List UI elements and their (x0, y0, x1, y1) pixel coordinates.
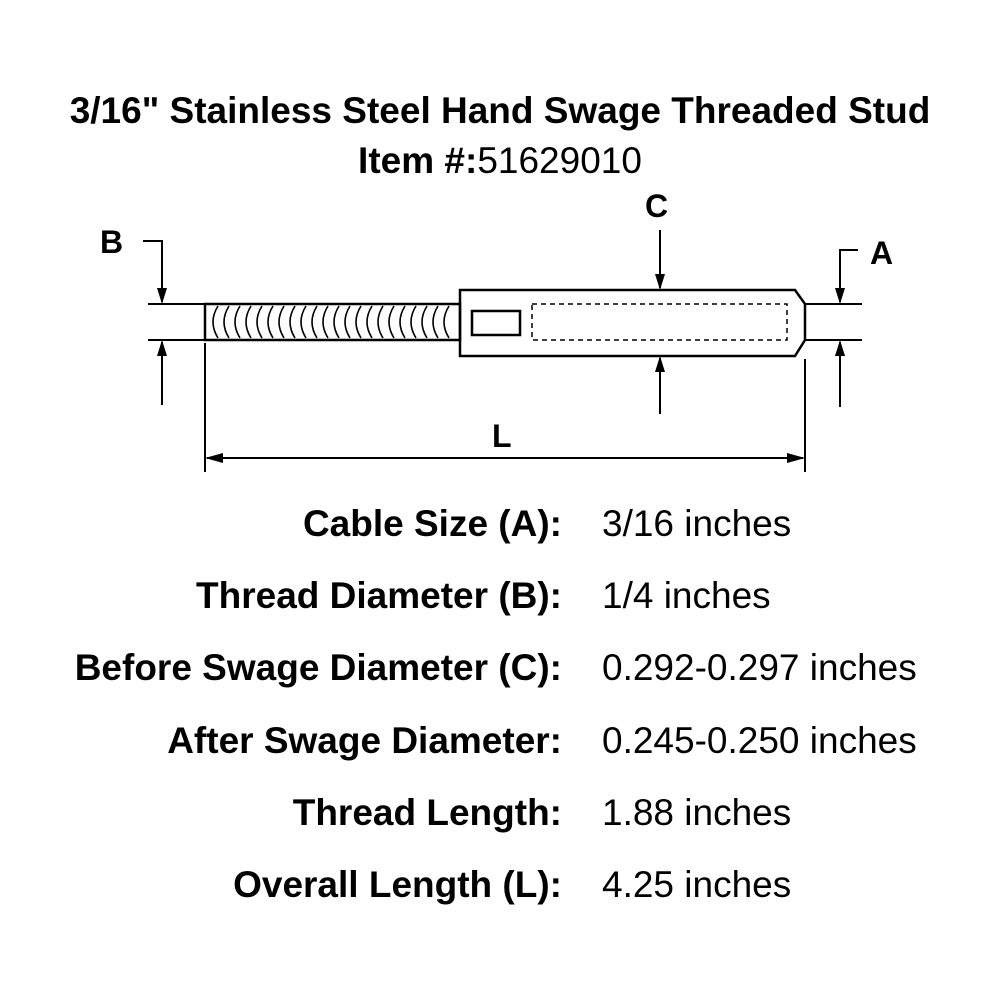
thread-arc (367, 306, 372, 338)
spec-value: 0.292-0.297 inches (602, 647, 917, 688)
dimension-b (143, 241, 205, 405)
item-label: Item #: (358, 140, 478, 181)
label-l: L (492, 418, 512, 454)
item-number: 51629010 (477, 140, 642, 181)
dimension-c (655, 230, 665, 414)
spec-value: 3/16 inches (602, 503, 792, 544)
thread-arc (411, 306, 416, 338)
thread-arc (257, 306, 262, 338)
spec-label: After Swage Diameter: (167, 720, 562, 761)
thread-arc (422, 306, 427, 338)
thread-arc (301, 306, 306, 338)
spec-label: Cable Size (A): (302, 503, 562, 544)
spec-row-after-swage (0, 716, 1000, 766)
spec-value: 4.25 inches (602, 864, 792, 905)
spec-value: 1/4 inches (602, 575, 771, 616)
spec-label: Thread Length: (292, 792, 562, 833)
thread-arc (279, 306, 284, 338)
spec-row-thread-length (0, 788, 1000, 838)
spec-row-overall-length (0, 860, 1000, 910)
thread-arc (235, 306, 240, 338)
spec-row-thread-diameter (0, 571, 1000, 621)
thread-arc (268, 306, 273, 338)
label-a: A (870, 235, 894, 271)
dimension-a (805, 250, 862, 407)
thread-arc (290, 306, 295, 338)
threaded-section (205, 304, 460, 340)
spec-row-before-swage (0, 643, 1000, 693)
thread-arc (389, 306, 394, 338)
swage-body (460, 290, 805, 356)
spec-label: Overall Length (L): (233, 864, 562, 905)
thread-arc (312, 306, 317, 338)
label-c: C (645, 188, 669, 224)
thread-arc (213, 306, 218, 338)
thread-arc (356, 306, 361, 338)
product-title: 3/16" Stainless Steel Hand Swage Threaded Stud (69, 90, 931, 131)
label-b: B (100, 224, 124, 260)
thread-arc (378, 306, 383, 338)
spec-row-cable-size (0, 499, 1000, 549)
thread-arcs (213, 306, 449, 338)
spec-value: 0.245-0.250 inches (602, 720, 917, 761)
spec-value: 1.88 inches (602, 792, 792, 833)
thread-arc (400, 306, 405, 338)
thread-arc (334, 306, 339, 338)
spec-label: Thread Diameter (B): (196, 575, 562, 616)
spec-label: Before Swage Diameter (C): (74, 647, 562, 688)
thread-arc (224, 306, 229, 338)
thread-arc (246, 306, 251, 338)
thread-arc (323, 306, 328, 338)
thread-arc (444, 306, 449, 338)
thread-arc (433, 306, 438, 338)
thread-arc (345, 306, 350, 338)
